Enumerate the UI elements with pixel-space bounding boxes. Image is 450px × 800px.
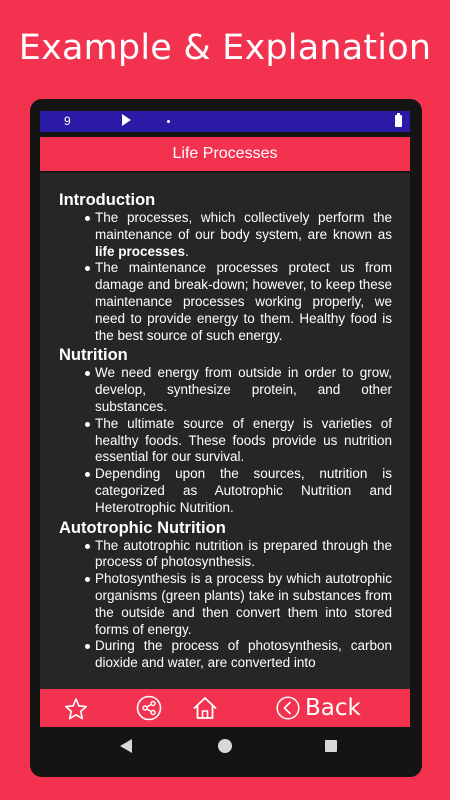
list-item: The ultimate source of energy is varieties of healthy foods. These foods provide us nutrition essential for our survival. xyxy=(58,416,392,466)
star-outline-icon[interactable] xyxy=(64,697,88,721)
nav-recents-icon[interactable] xyxy=(325,740,337,752)
notification-dot-icon xyxy=(167,120,170,123)
list-item: The autotrophic nutrition is prepared through the process of photosynthesis. xyxy=(58,538,392,572)
home-icon[interactable] xyxy=(192,695,218,721)
app-bar-title: Life Processes xyxy=(40,137,410,171)
section-introduction xyxy=(58,191,392,344)
section-heading: Introduction xyxy=(59,191,156,209)
bullet-list xyxy=(58,210,392,344)
list-item: The maintenance processes protect us from damage and break-down; however, to keep these maintenance processes working properly, we need to provide energy to them. Healthy food is the best source of such energy. xyxy=(58,260,392,344)
bottom-action-bar xyxy=(40,689,410,727)
device-frame xyxy=(30,99,422,777)
list-item: Photosynthesis is a process by which autotrophic organisms (green plants) take in substances from the outside and then convert them into stored forms of energy. xyxy=(58,571,392,638)
status-time: 9 xyxy=(64,114,71,128)
battery-icon xyxy=(395,115,402,127)
list-item: We need energy from outside in order to grow, develop, synthesize protein, and other substances. xyxy=(58,365,392,415)
section-autotrophic-nutrition xyxy=(58,519,392,672)
bullet-list xyxy=(58,538,392,672)
nav-home-icon[interactable] xyxy=(218,739,232,753)
list-item: The processes, which collectively perform the maintenance of our body system, are known as life processes. xyxy=(58,210,392,260)
list-item: During the process of photosynthesis, carbon dioxide and water, are converted into xyxy=(58,638,392,672)
section-heading: Nutrition xyxy=(59,346,128,365)
chevron-left-circle-icon xyxy=(276,696,300,720)
list-item: Depending upon the sources, nutrition is categorized as Autotrophic Nutrition and Heterotrophic Nutrition. xyxy=(58,466,392,516)
nav-back-icon[interactable] xyxy=(120,739,132,753)
share-icon[interactable] xyxy=(136,695,162,721)
system-navigation-bar xyxy=(40,729,410,765)
section-nutrition xyxy=(58,346,392,516)
back-button-label: Back xyxy=(305,695,361,721)
back-button[interactable] xyxy=(276,693,361,723)
status-bar xyxy=(40,111,410,132)
section-heading: Autotrophic Nutrition xyxy=(59,518,226,537)
article-content[interactable] xyxy=(40,173,410,689)
promo-title: Example & Explanation xyxy=(18,28,432,68)
play-store-notification-icon xyxy=(122,114,131,126)
bullet-list xyxy=(58,365,392,516)
